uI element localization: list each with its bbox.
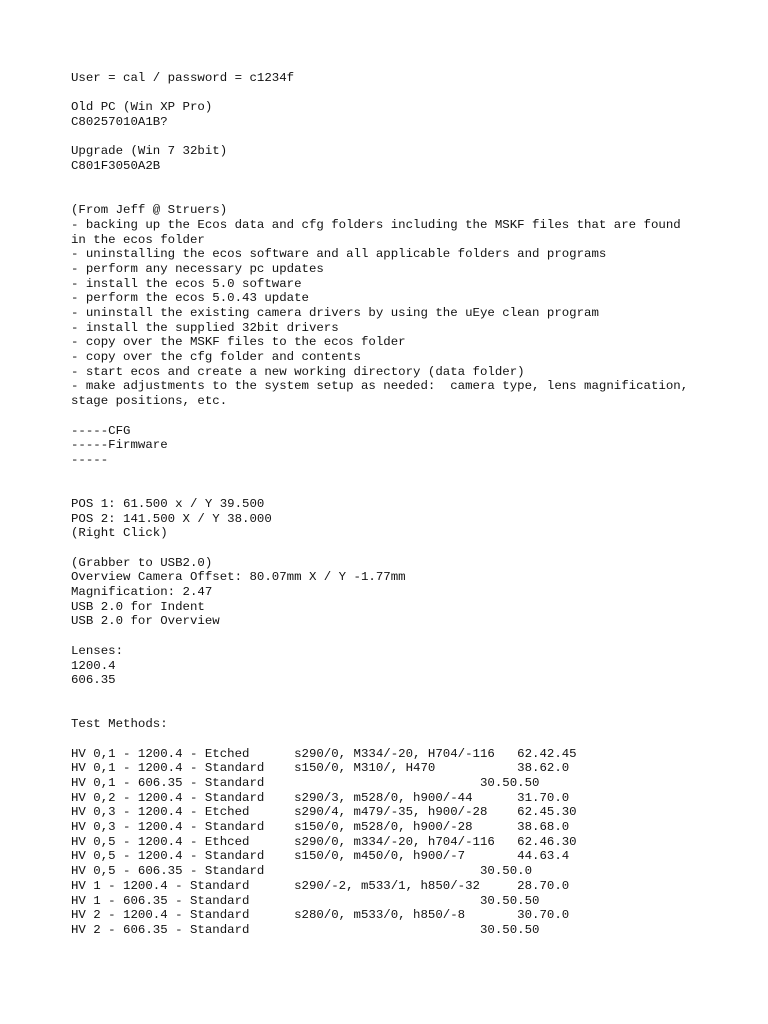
text-line: C801F3050A2B	[71, 159, 161, 174]
text-line	[71, 86, 761, 101]
text-line: 1200.4	[71, 658, 116, 673]
text-line: User = cal / password = c1234f	[71, 71, 295, 85]
text-line: HV 1 - 1200.4 - Standard s290/-2, m533/1, h850/-32 28.70.0	[71, 878, 570, 893]
text-line	[71, 541, 761, 556]
text-line: - copy over the cfg folder and contents	[71, 350, 361, 365]
text-line: - install the ecos 5.0 software	[71, 276, 302, 291]
text-line	[71, 732, 761, 747]
text-line: -----Firmware	[71, 438, 168, 453]
text-line: Lenses:	[71, 643, 124, 658]
text-line: USB 2.0 for Overview	[71, 614, 220, 629]
text-line: C80257010A1B?	[71, 115, 168, 130]
text-line	[71, 174, 761, 189]
text-line: Old PC (Win XP Pro)	[71, 100, 213, 115]
document-page	[71, 71, 761, 938]
text-line: HV 0,1 - 606.35 - Standard 30.50.50	[71, 776, 540, 790]
text-line	[71, 409, 761, 424]
text-line: HV 0,5 - 606.35 - Standard 30.50.0	[71, 864, 533, 879]
text-line	[71, 468, 761, 483]
text-line: (Grabber to USB2.0)	[71, 555, 213, 570]
text-line: HV 2 - 606.35 - Standard 30.50.50	[71, 922, 540, 937]
text-line: Test Methods:	[71, 717, 168, 732]
text-line	[71, 482, 761, 497]
text-line: - start ecos and create a new working directory (data folder)	[71, 364, 525, 379]
text-line	[71, 189, 761, 204]
text-line: - backing up the Ecos data and cfg folders including the MSKF files that are found	[71, 217, 681, 232]
text-line: HV 0,2 - 1200.4 - Standard s290/3, m528/0, h900/-44 31.70.0	[71, 790, 570, 805]
text-line: - uninstall the existing camera drivers by using the uEye clean program	[71, 306, 599, 320]
text-line: (Right Click)	[71, 526, 168, 541]
text-line: -----	[71, 452, 109, 467]
text-line: Overview Camera Offset: 80.07mm X / Y -1.77mm	[71, 570, 406, 585]
text-line: POS 1: 61.500 x / Y 39.500	[71, 496, 265, 511]
text-line: 606.35	[71, 673, 116, 688]
text-line	[71, 629, 761, 644]
text-line	[71, 130, 761, 145]
text-line: - install the supplied 32bit drivers	[71, 320, 339, 335]
text-line: in the ecos folder	[71, 232, 205, 247]
text-line: - perform any necessary pc updates	[71, 261, 324, 276]
text-line: HV 0,5 - 1200.4 - Ethced s290/0, m334/-20, h704/-116 62.46.30	[71, 834, 577, 849]
text-line: - uninstalling the ecos software and all applicable folders and programs	[71, 247, 607, 262]
text-line: - copy over the MSKF files to the ecos folder	[71, 335, 406, 350]
text-line: HV 0,3 - 1200.4 - Etched s290/4, m479/-35, h900/-28 62.45.30	[71, 805, 577, 820]
text-line: USB 2.0 for Indent	[71, 599, 205, 614]
text-line: Magnification: 2.47	[71, 585, 213, 600]
text-line	[71, 703, 761, 718]
text-line: HV 0,5 - 1200.4 - Standard s150/0, m450/0, h900/-7 44.63.4	[71, 849, 570, 864]
text-line: Upgrade (Win 7 32bit)	[71, 144, 228, 159]
text-line: HV 1 - 606.35 - Standard 30.50.50	[71, 893, 540, 908]
text-line: - perform the ecos 5.0.43 update	[71, 291, 309, 306]
text-line: stage positions, etc.	[71, 394, 228, 409]
text-line: HV 2 - 1200.4 - Standard s280/0, m533/0, h850/-8 30.70.0	[71, 908, 570, 923]
text-line	[71, 688, 761, 703]
text-line: HV 0,1 - 1200.4 - Etched s290/0, M334/-20, H704/-116 62.42.45	[71, 746, 577, 761]
text-line: -----CFG	[71, 423, 131, 438]
text-line: POS 2: 141.500 X / Y 38.000	[71, 511, 272, 526]
text-line: (From Jeff @ Struers)	[71, 203, 228, 218]
text-line: HV 0,1 - 1200.4 - Standard s150/0, M310/, H470 38.62.0	[71, 761, 570, 776]
text-line: HV 0,3 - 1200.4 - Standard s150/0, m528/0, h900/-28 38.68.0	[71, 820, 570, 835]
text-line: - make adjustments to the system setup as needed: camera type, lens magnification,	[71, 379, 689, 394]
